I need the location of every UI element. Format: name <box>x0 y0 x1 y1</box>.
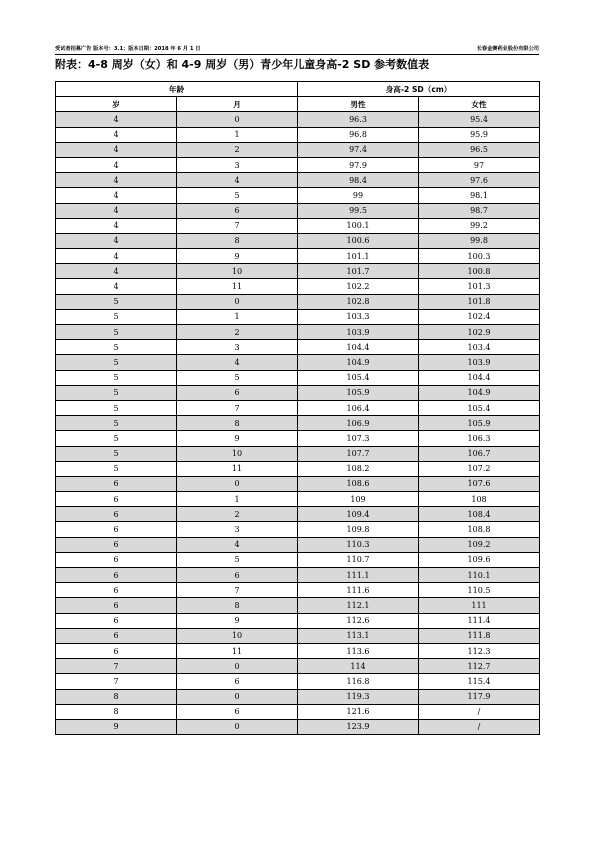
male-height-cell: 96.8 <box>298 127 419 142</box>
protocol-version-text: 受试者招募广告 版本号：3.1；版本日期：2018 年 6 月 1 日 <box>55 46 201 52</box>
month-cell: 10 <box>177 446 298 461</box>
year-cell: 5 <box>56 325 177 340</box>
month-cell: 8 <box>177 598 298 613</box>
table-row <box>56 112 540 127</box>
male-height-cell: 99.5 <box>298 203 419 218</box>
male-height-cell: 99 <box>298 188 419 203</box>
table-row <box>56 294 540 309</box>
month-cell: 4 <box>177 355 298 370</box>
male-height-cell: 111.1 <box>298 568 419 583</box>
table-row <box>56 583 540 598</box>
female-height-cell: 115.4 <box>419 674 540 689</box>
male-height-cell: 113.1 <box>298 628 419 643</box>
table-row <box>56 522 540 537</box>
year-cell: 6 <box>56 643 177 658</box>
female-height-cell: 107.2 <box>419 461 540 476</box>
male-height-cell: 97.4 <box>298 142 419 157</box>
male-height-cell: 114 <box>298 659 419 674</box>
female-height-cell: 101.3 <box>419 279 540 294</box>
male-height-cell: 109 <box>298 492 419 507</box>
month-cell: 4 <box>177 173 298 188</box>
year-cell: 4 <box>56 127 177 142</box>
table-row <box>56 568 540 583</box>
female-height-cell: 111 <box>419 598 540 613</box>
month-cell: 6 <box>177 704 298 719</box>
male-height-cell: 107.3 <box>298 431 419 446</box>
month-cell: 5 <box>177 552 298 567</box>
male-height-cell: 104.4 <box>298 340 419 355</box>
table-row <box>56 233 540 248</box>
male-height-cell: 121.6 <box>298 704 419 719</box>
month-cell: 3 <box>177 340 298 355</box>
company-name: 长春金赛药业股份有限公司 <box>476 46 539 52</box>
table-row <box>56 674 540 689</box>
female-height-cell: 102.9 <box>419 325 540 340</box>
male-height-cell: 96.3 <box>298 112 419 127</box>
female-height-cell: 100.3 <box>419 249 540 264</box>
month-cell: 6 <box>177 674 298 689</box>
female-height-cell: 112.3 <box>419 643 540 658</box>
table-row <box>56 385 540 400</box>
year-cell: 4 <box>56 233 177 248</box>
male-height-cell: 109.4 <box>298 507 419 522</box>
month-cell: 9 <box>177 249 298 264</box>
year-cell: 5 <box>56 309 177 324</box>
female-height-cell: 109.2 <box>419 537 540 552</box>
month-cell: 7 <box>177 400 298 415</box>
year-cell: 7 <box>56 674 177 689</box>
year-cell: 6 <box>56 568 177 583</box>
year-cell: 9 <box>56 719 177 734</box>
year-cell: 4 <box>56 157 177 172</box>
month-cell: 0 <box>177 719 298 734</box>
male-height-cell: 107.7 <box>298 446 419 461</box>
year-cell: 8 <box>56 689 177 704</box>
year-cell: 4 <box>56 112 177 127</box>
table-row <box>56 142 540 157</box>
month-cell: 1 <box>177 492 298 507</box>
male-height-cell: 113.6 <box>298 643 419 658</box>
table-row <box>56 598 540 613</box>
year-cell: 5 <box>56 446 177 461</box>
female-height-cell: 111.4 <box>419 613 540 628</box>
year-cell: 4 <box>56 142 177 157</box>
female-column-header: 女性 <box>419 97 540 112</box>
year-cell: 6 <box>56 613 177 628</box>
female-height-cell: 109.6 <box>419 552 540 567</box>
year-cell: 4 <box>56 279 177 294</box>
month-cell: 10 <box>177 628 298 643</box>
month-cell: 11 <box>177 643 298 658</box>
male-height-cell: 100.1 <box>298 218 419 233</box>
year-cell: 5 <box>56 461 177 476</box>
month-cell: 9 <box>177 613 298 628</box>
table-row <box>56 628 540 643</box>
month-cell: 8 <box>177 233 298 248</box>
month-cell: 5 <box>177 188 298 203</box>
male-height-cell: 97.9 <box>298 157 419 172</box>
table-row <box>56 476 540 491</box>
document-title: 附表：4-8 周岁（女）和 4-9 周岁（男）青少年儿童身高-2 SD 参考数值表 <box>55 58 430 71</box>
male-height-cell: 103.9 <box>298 325 419 340</box>
table-row <box>56 340 540 355</box>
year-cell: 6 <box>56 628 177 643</box>
female-height-cell: 106.3 <box>419 431 540 446</box>
month-cell: 0 <box>177 112 298 127</box>
table-row <box>56 431 540 446</box>
sub-header-row <box>56 97 540 112</box>
table-row <box>56 689 540 704</box>
male-height-cell: 103.3 <box>298 309 419 324</box>
year-column-header: 岁 <box>56 97 177 112</box>
month-cell: 6 <box>177 385 298 400</box>
female-height-cell: 98.7 <box>419 203 540 218</box>
male-height-cell: 112.1 <box>298 598 419 613</box>
year-cell: 5 <box>56 294 177 309</box>
month-cell: 7 <box>177 218 298 233</box>
month-cell: 0 <box>177 476 298 491</box>
male-height-cell: 112.6 <box>298 613 419 628</box>
female-height-cell: 104.4 <box>419 370 540 385</box>
male-height-cell: 104.9 <box>298 355 419 370</box>
female-height-cell: 105.4 <box>419 400 540 415</box>
table-row <box>56 400 540 415</box>
female-height-cell: 110.5 <box>419 583 540 598</box>
male-height-cell: 101.7 <box>298 264 419 279</box>
month-cell: 10 <box>177 264 298 279</box>
female-height-cell: 103.4 <box>419 340 540 355</box>
male-height-cell: 110.7 <box>298 552 419 567</box>
table-row <box>56 249 540 264</box>
year-cell: 6 <box>56 522 177 537</box>
male-height-cell: 106.4 <box>298 400 419 415</box>
female-height-cell: 97 <box>419 157 540 172</box>
female-height-cell: 111.8 <box>419 628 540 643</box>
female-height-cell: 108 <box>419 492 540 507</box>
table-row <box>56 613 540 628</box>
table-row <box>56 704 540 719</box>
female-height-cell: 98.1 <box>419 188 540 203</box>
year-cell: 5 <box>56 385 177 400</box>
female-height-cell: 105.9 <box>419 416 540 431</box>
female-height-cell: 110.1 <box>419 568 540 583</box>
month-cell: 9 <box>177 431 298 446</box>
male-height-cell: 116.8 <box>298 674 419 689</box>
table-row <box>56 719 540 734</box>
header-divider <box>55 54 539 55</box>
table-row <box>56 264 540 279</box>
table-row <box>56 157 540 172</box>
year-cell: 4 <box>56 173 177 188</box>
year-cell: 5 <box>56 431 177 446</box>
height-reference-table <box>55 81 540 735</box>
female-height-cell: 112.7 <box>419 659 540 674</box>
month-cell: 8 <box>177 416 298 431</box>
year-cell: 6 <box>56 583 177 598</box>
month-cell: 4 <box>177 537 298 552</box>
month-cell: 1 <box>177 309 298 324</box>
year-cell: 6 <box>56 476 177 491</box>
male-height-cell: 102.2 <box>298 279 419 294</box>
male-height-cell: 102.8 <box>298 294 419 309</box>
year-cell: 4 <box>56 188 177 203</box>
year-cell: 4 <box>56 264 177 279</box>
female-height-cell: 96.5 <box>419 142 540 157</box>
table-row <box>56 325 540 340</box>
female-height-cell: 99.8 <box>419 233 540 248</box>
year-cell: 8 <box>56 704 177 719</box>
male-height-cell: 105.4 <box>298 370 419 385</box>
month-cell: 6 <box>177 568 298 583</box>
month-cell: 1 <box>177 127 298 142</box>
table-row <box>56 416 540 431</box>
table-row <box>56 492 540 507</box>
table-row <box>56 279 540 294</box>
female-height-cell: 104.9 <box>419 385 540 400</box>
month-cell: 3 <box>177 157 298 172</box>
table-row <box>56 507 540 522</box>
male-height-cell: 119.3 <box>298 689 419 704</box>
month-cell: 3 <box>177 522 298 537</box>
male-height-cell: 98.4 <box>298 173 419 188</box>
male-height-cell: 105.9 <box>298 385 419 400</box>
month-cell: 6 <box>177 203 298 218</box>
year-cell: 6 <box>56 598 177 613</box>
female-height-cell: 106.7 <box>419 446 540 461</box>
male-height-cell: 110.3 <box>298 537 419 552</box>
year-cell: 5 <box>56 340 177 355</box>
table-row <box>56 127 540 142</box>
female-height-cell: 107.6 <box>419 476 540 491</box>
group-header-row <box>56 82 540 97</box>
month-cell: 0 <box>177 659 298 674</box>
male-height-cell: 106.9 <box>298 416 419 431</box>
month-column-header: 月 <box>177 97 298 112</box>
male-column-header: 男性 <box>298 97 419 112</box>
year-cell: 4 <box>56 218 177 233</box>
female-height-cell: 99.2 <box>419 218 540 233</box>
female-height-cell: 108.8 <box>419 522 540 537</box>
male-height-cell: 109.8 <box>298 522 419 537</box>
year-cell: 6 <box>56 507 177 522</box>
table-row <box>56 355 540 370</box>
month-cell: 5 <box>177 370 298 385</box>
female-height-cell: 101.8 <box>419 294 540 309</box>
female-height-cell: 103.9 <box>419 355 540 370</box>
month-cell: 0 <box>177 689 298 704</box>
month-cell: 11 <box>177 279 298 294</box>
year-cell: 5 <box>56 416 177 431</box>
male-height-cell: 101.1 <box>298 249 419 264</box>
year-cell: 5 <box>56 400 177 415</box>
female-height-cell: 100.8 <box>419 264 540 279</box>
male-height-cell: 111.6 <box>298 583 419 598</box>
table-row <box>56 643 540 658</box>
female-height-cell: / <box>419 719 540 734</box>
female-height-cell: 117.9 <box>419 689 540 704</box>
year-cell: 5 <box>56 355 177 370</box>
female-height-cell: 95.9 <box>419 127 540 142</box>
height-group-header: 身高-2 SD（cm） <box>298 82 540 97</box>
female-height-cell: 108.4 <box>419 507 540 522</box>
table-row <box>56 537 540 552</box>
table-row <box>56 370 540 385</box>
table-body <box>56 112 540 735</box>
age-group-header: 年龄 <box>56 82 298 97</box>
table-row <box>56 188 540 203</box>
male-height-cell: 100.6 <box>298 233 419 248</box>
female-height-cell: 95.4 <box>419 112 540 127</box>
male-height-cell: 108.6 <box>298 476 419 491</box>
table-row <box>56 173 540 188</box>
month-cell: 7 <box>177 583 298 598</box>
year-cell: 6 <box>56 552 177 567</box>
year-cell: 7 <box>56 659 177 674</box>
month-cell: 0 <box>177 294 298 309</box>
year-cell: 6 <box>56 537 177 552</box>
month-cell: 2 <box>177 507 298 522</box>
female-height-cell: 102.4 <box>419 309 540 324</box>
table-row <box>56 218 540 233</box>
table-row <box>56 461 540 476</box>
table-row <box>56 309 540 324</box>
female-height-cell: 97.6 <box>419 173 540 188</box>
table-row <box>56 659 540 674</box>
year-cell: 4 <box>56 249 177 264</box>
male-height-cell: 108.2 <box>298 461 419 476</box>
month-cell: 2 <box>177 142 298 157</box>
table-row <box>56 446 540 461</box>
male-height-cell: 123.9 <box>298 719 419 734</box>
month-cell: 2 <box>177 325 298 340</box>
year-cell: 5 <box>56 370 177 385</box>
year-cell: 4 <box>56 203 177 218</box>
table-row <box>56 552 540 567</box>
year-cell: 6 <box>56 492 177 507</box>
table-row <box>56 203 540 218</box>
month-cell: 11 <box>177 461 298 476</box>
female-height-cell: / <box>419 704 540 719</box>
